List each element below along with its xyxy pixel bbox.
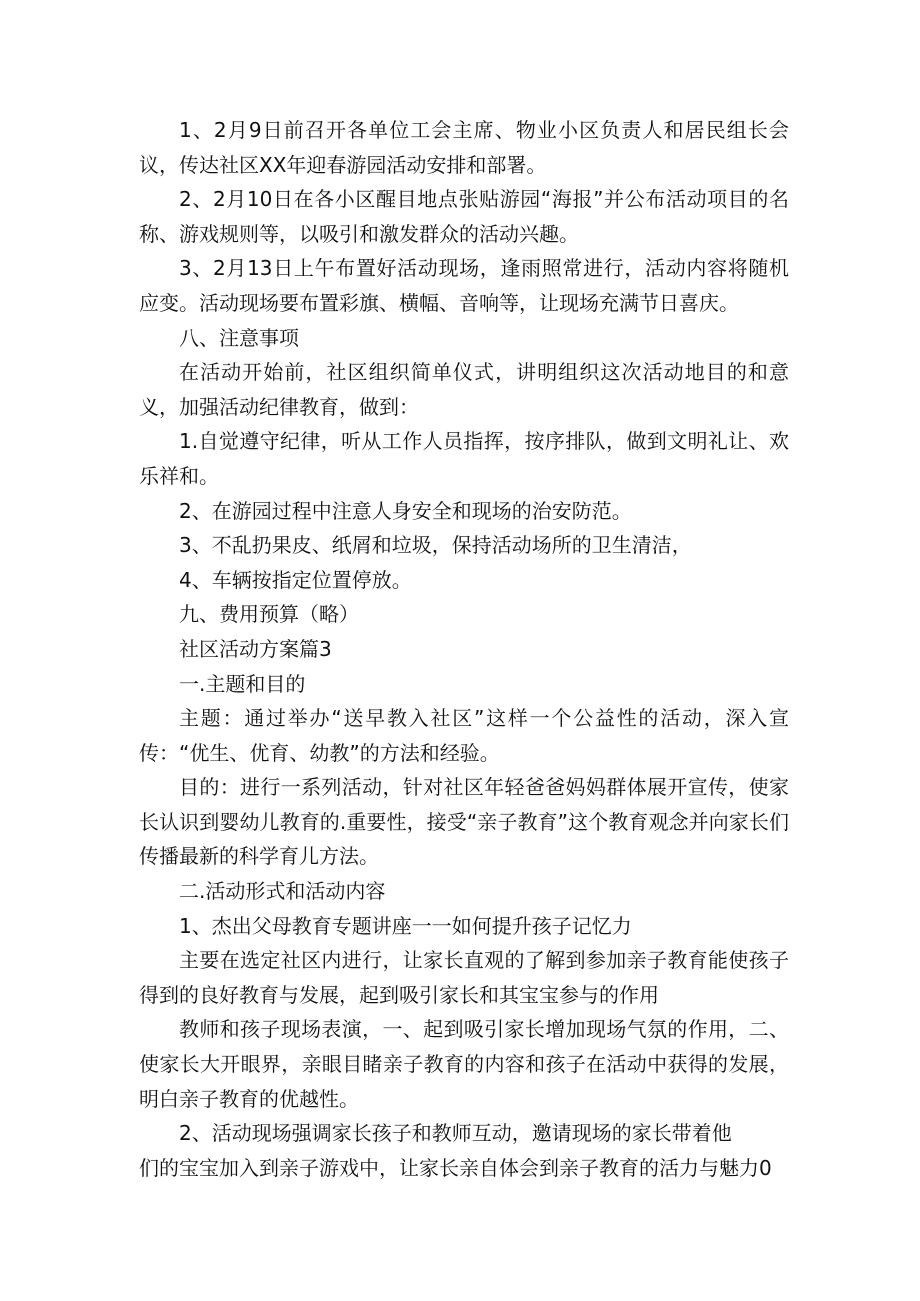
- section-heading-9: 九、费用预算（略）: [179, 602, 359, 627]
- document-body: [139, 113, 789, 1185]
- paragraph-item-1: 1、2月9日前召开各单位工会主席、物业小区负责人和居民组长会议，传达社区XX年迎春游园活动安排和部署。: [139, 118, 789, 177]
- rule-item-2: 2、在游园过程中注意人身安全和现场的治安防范。: [179, 498, 632, 523]
- paragraph-performance: 教师和孩子现场表演，一、起到吸引家长增加现场气氛的作用，二、使家长大开眼界，亲眼目睹亲子教育的内容和孩子在活动中获得的发展，明白亲子教育的优越性。: [139, 1017, 789, 1111]
- activity-item-2: 2、活动现场强调家长孩子和教师互动，邀请现场的家长带着他: [179, 1121, 732, 1146]
- paragraph-item-2: 2、2月10日在各小区醒目地点张贴游园“海报”并公布活动项目的名称、游戏规则等，以吸引和激发群众的活动兴趣。: [139, 187, 789, 246]
- activity-item-1: 1、杰出父母教育专题讲座一一如何提升孩子记忆力: [179, 913, 632, 938]
- rule-item-4: 4、车辆按指定位置停放。: [179, 567, 412, 592]
- paragraph-purpose: 目的：进行一系列活动，针对社区年轻爸爸妈妈群体展开宣传，使家长认识到婴幼儿教育的.重要性，接受“亲子教育”这个教育观念并向家长们传播最新的科学育儿方法。: [139, 775, 789, 869]
- rule-item-1: 1.自觉遵守纪律，听从工作人员指挥，按序排队，做到文明礼让、欢乐祥和。: [139, 429, 789, 488]
- paragraph-lecture: 主要在选定社区内进行，让家长直观的了解到参加亲子教育能使孩子得到的良好教育与发展，起到吸引家长和其宝宝参与的作用: [139, 948, 789, 1007]
- section-heading-8: 八、注意事项: [179, 325, 299, 350]
- section-heading-2: 二.活动形式和活动内容: [179, 879, 386, 904]
- article-title: 社区活动方案篇3: [179, 636, 332, 661]
- paragraph-continuation: 们的宝宝加入到亲子游戏中，让家长亲自体会到亲子教育的活力与魅力0: [139, 1155, 772, 1180]
- rule-item-3: 3、不乱扔果皮、纸屑和垃圾，保持活动场所的卫生清洁，: [179, 533, 692, 558]
- paragraph-intro: 在活动开始前，社区组织简单仪式，讲明组织这次活动地目的和意义，加强活动纪律教育，做到：: [139, 360, 789, 419]
- paragraph-item-3: 3、2月13日上午布置好活动现场，逢雨照常进行，活动内容将随机应变。活动现场要布置彩旗、横幅、音响等，让现场充满节日喜庆。: [139, 256, 789, 315]
- paragraph-theme: 主题：通过举办“送早教入社区”这样一个公益性的活动，深入宣传：“优生、优育、幼教”的方法和经验。: [139, 706, 789, 765]
- section-heading-1: 一.主题和目的: [179, 671, 306, 696]
